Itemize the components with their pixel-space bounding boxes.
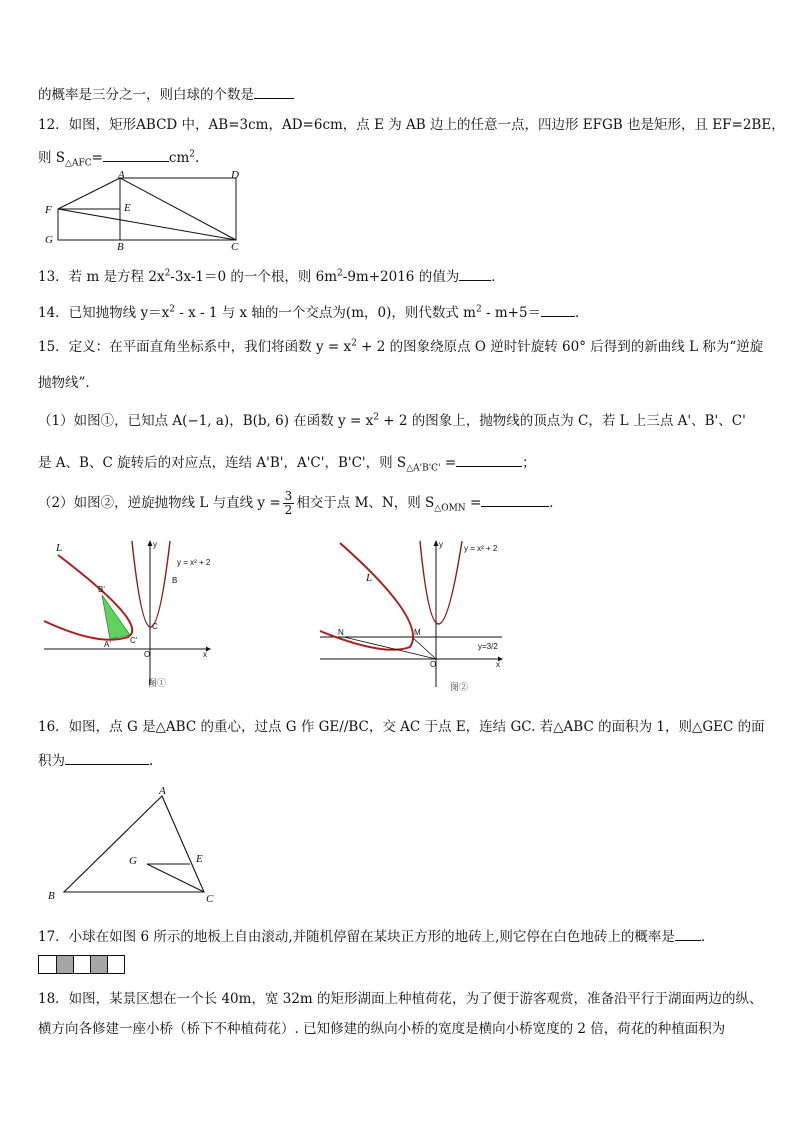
label-o: O bbox=[430, 660, 437, 669]
label-e: E bbox=[196, 853, 203, 865]
label-m: M bbox=[414, 628, 421, 637]
q15-line5: （2）如图②，逆旋抛物线 L 与直线 y = $\frac{3}{2}$ 相交于点 M、N，则 $S_{\triangle OMN}$ = ． bbox=[38, 489, 563, 517]
q12-line2: 则 $S_{\triangle AFC}= cm^2$. bbox=[38, 147, 199, 167]
q15-line1: 15．定义：在平面直角坐标系中，我们将函数 $y = x^2 + 2$ 的图象绕原点 O 逆时针旋转 60° 后得到的新曲线 L 称为“逆旋 bbox=[38, 338, 764, 355]
label-c: C bbox=[231, 241, 239, 252]
q15-figure-1 bbox=[40, 537, 220, 690]
q15-line2: 抛物线”. bbox=[38, 375, 90, 391]
label-e: E bbox=[124, 202, 131, 214]
label-g: G bbox=[45, 234, 53, 246]
tile-gray bbox=[56, 956, 73, 973]
label-c: C bbox=[206, 893, 214, 905]
label-parabola-equation: y = x² + 2 bbox=[177, 558, 211, 567]
label-a: A bbox=[118, 170, 125, 181]
label-a-prime: A' bbox=[104, 640, 111, 649]
label-g: G bbox=[129, 855, 137, 867]
q16-triangle-figure bbox=[40, 782, 230, 906]
label-line-equation: y=3/2 bbox=[478, 642, 498, 651]
q15-line3: （1）如图①，已知点 A(−1, a)，B(b, 6) 在函数 $y = x^2 + 2$ 的图象上，抛物线的顶点为 C，若 L 上三点 A'、B'、C' bbox=[38, 412, 746, 429]
q14-line: 14．已知抛物线 $y=x^2 - x - 1$ 与 x 轴的一个交点为(m，0)，则代数式 $m^2 - m+5=$ ． bbox=[38, 302, 589, 322]
label-parabola-equation: y = x² + 2 bbox=[464, 544, 498, 553]
q13-line: 13．若 m 是方程 $2x^2-3x-1=0$ 的一个根，则 $6m^2-9m+2016$ 的值为 ． bbox=[38, 266, 505, 286]
rect-efgb bbox=[58, 209, 120, 240]
q12-line1: 12．如图，矩形ABCD 中，AB=3cm，AD=6cm，点 E 为 AB 边上的任意一点，四边形 EFGB 也是矩形，且 EF=2BE， bbox=[38, 117, 785, 133]
label-l: L bbox=[366, 572, 373, 584]
q16-line1: 16．如图，点 G 是△ABC 的重心，过点 G 作 GE//BC，交 AC 于点 E，连结 GC. 若△ABC 的面积为 1，则△GEC 的面 bbox=[38, 719, 765, 735]
tile-white bbox=[73, 956, 90, 973]
label-l: L bbox=[56, 542, 63, 554]
tile-white bbox=[39, 956, 56, 973]
label-b-prime: B' bbox=[98, 585, 105, 594]
answer-blank[interactable] bbox=[65, 750, 149, 765]
label-o: O bbox=[144, 650, 151, 659]
q15-line4: 是 A、B、C 旋转后的对应点，连结 A'B'，A'C'，B'C'，则 $S_{\triangle A'B'C'}$ = ； bbox=[38, 452, 536, 472]
answer-blank[interactable] bbox=[103, 147, 169, 162]
answer-blank[interactable] bbox=[541, 302, 575, 317]
label-d: D bbox=[231, 170, 239, 181]
triangle-abc bbox=[64, 796, 204, 892]
tile-strip bbox=[38, 955, 125, 974]
label-a: A bbox=[159, 785, 166, 797]
fraction-three-halves: $\frac{3}{2}$ bbox=[284, 489, 293, 517]
label-y-axis: y bbox=[153, 540, 157, 549]
caption-figure-2: 图② bbox=[450, 682, 469, 692]
answer-blank[interactable] bbox=[254, 84, 294, 99]
tile-white bbox=[107, 956, 124, 973]
answer-blank[interactable] bbox=[456, 452, 522, 467]
label-b: B bbox=[172, 576, 178, 585]
label-c-prime: C' bbox=[130, 636, 138, 645]
label-n: N bbox=[338, 628, 344, 637]
label-x-axis: x bbox=[496, 660, 500, 669]
label-y-axis: y bbox=[439, 540, 443, 549]
parabola-y-x2-plus-2 bbox=[132, 541, 170, 627]
q15-figure-2 bbox=[318, 537, 508, 695]
tile-gray bbox=[90, 956, 107, 973]
label-f: F bbox=[45, 204, 52, 216]
label-c: C bbox=[152, 622, 158, 631]
curve-l bbox=[320, 543, 413, 650]
label-x-axis: x bbox=[203, 650, 207, 659]
segment-gc bbox=[147, 864, 204, 892]
label-b: B bbox=[48, 890, 55, 902]
q16-line2: 积为 . bbox=[38, 750, 153, 770]
q12-rectangle-figure bbox=[40, 170, 250, 252]
label-b: B bbox=[117, 241, 124, 252]
answer-blank[interactable] bbox=[675, 926, 701, 941]
parabola-y-x2-plus-2 bbox=[420, 541, 462, 624]
q18-line2: 横方向各修建一座小桥（桥下不种植荷花）. 已知修建的纵向小桥的宽度是横向小桥宽度的 2 倍，荷花的种植面积为 bbox=[38, 1021, 726, 1037]
q11-tail: 的概率是三分之一，则白球的个数是 bbox=[38, 84, 294, 104]
q18-line1: 18．如图，某景区想在一个长 40m，宽 32m 的矩形湖面上种植荷花，为了便于游客观赏，准备沿平行于湖面两边的纵、 bbox=[38, 991, 763, 1007]
answer-blank[interactable] bbox=[481, 492, 549, 507]
caption-figure-1: 图① bbox=[148, 678, 167, 688]
q17-line: 17．小球在如图 6 所示的地板上自由滚动,并随机停留在某块正方形的地砖上,则它停在白色地砖上的概率是 ． bbox=[38, 926, 714, 946]
answer-blank[interactable] bbox=[459, 266, 491, 281]
